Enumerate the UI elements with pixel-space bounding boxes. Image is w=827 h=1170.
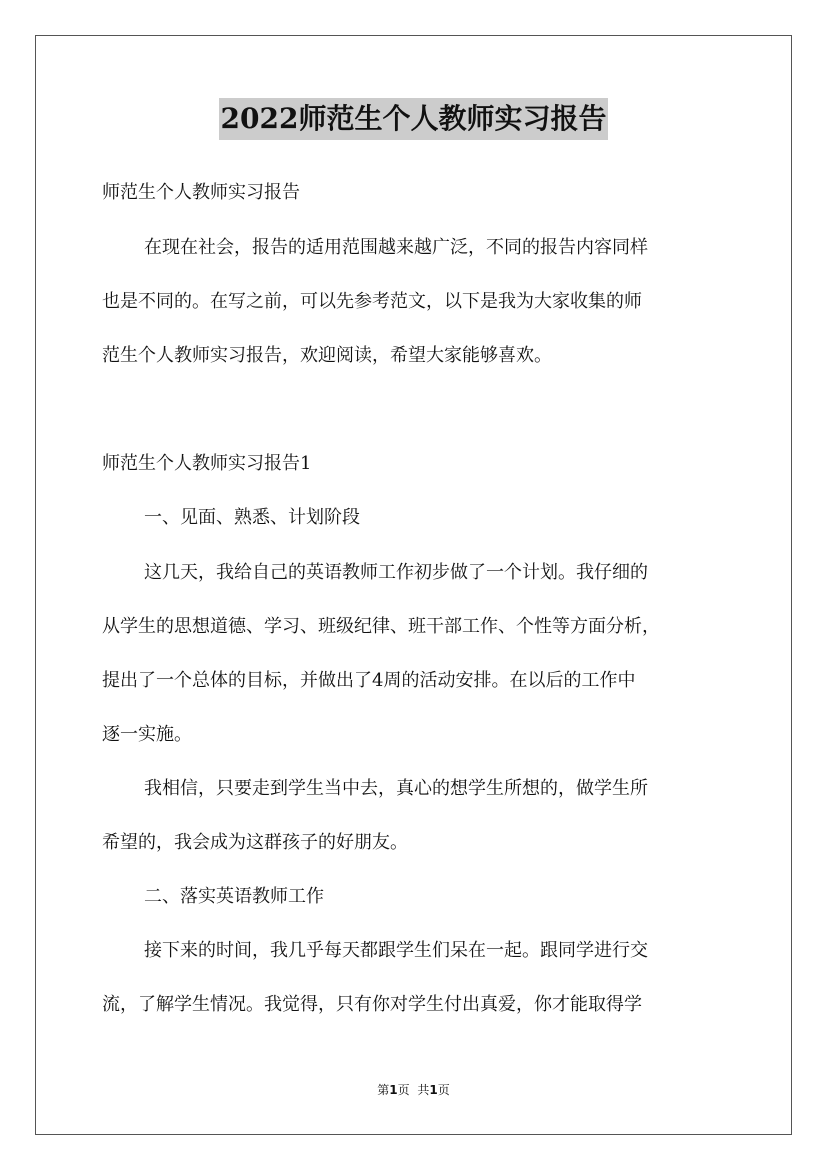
paragraph-line: 范生个人教师实习报告，欢迎阅读，希望大家能够喜欢。	[102, 345, 552, 366]
paragraph-line: 流，了解学生情况。我觉得，只有你对学生付出真爱，你才能取得学	[102, 994, 642, 1015]
footer-page-prefix: 第	[377, 1083, 390, 1097]
paragraph-line: 希望的，我会成为这群孩子的好朋友。	[102, 832, 408, 853]
subsection-heading: 二、落实英语教师工作	[144, 886, 324, 907]
paragraph-line: 接下来的时间，我几乎每天都跟学生们呆在一起。跟同学进行交	[144, 940, 648, 961]
paragraph-line: 逐一实施。	[102, 724, 192, 745]
paragraph-line: 在现在社会，报告的适用范围越来越广泛，不同的报告内容同样	[144, 237, 648, 258]
document-title: 2022师范生个人教师实习报告	[219, 98, 609, 140]
paragraph-line: 也是不同的。在写之前，可以先参考范文，以下是我为大家收集的师	[102, 291, 642, 312]
paragraph-line: 我相信，只要走到学生当中去，真心的想学生所想的，做学生所	[144, 778, 648, 799]
section-heading: 师范生个人教师实习报告	[102, 182, 300, 203]
footer-total-prefix: 共	[417, 1083, 430, 1097]
paragraph-line: 提出了一个总体的目标，并做出了4周的活动安排。在以后的工作中	[102, 670, 636, 691]
section-heading: 师范生个人教师实习报告1	[102, 453, 312, 474]
footer-page-suffix: 页	[397, 1083, 410, 1097]
title-container	[0, 98, 827, 140]
footer-total-suffix: 页	[437, 1083, 450, 1097]
paragraph-line: 这几天，我给自己的英语教师工作初步做了一个计划。我仔细的	[144, 562, 648, 583]
paragraph-line: 从学生的思想道德、学习、班级纪律、班干部工作、个性等方面分析，	[102, 616, 660, 637]
page-footer	[0, 1082, 827, 1098]
subsection-heading: 一、见面、熟悉、计划阶段	[144, 507, 360, 528]
footer-total-number: 1	[429, 1083, 438, 1097]
footer-page-number: 1	[389, 1083, 398, 1097]
